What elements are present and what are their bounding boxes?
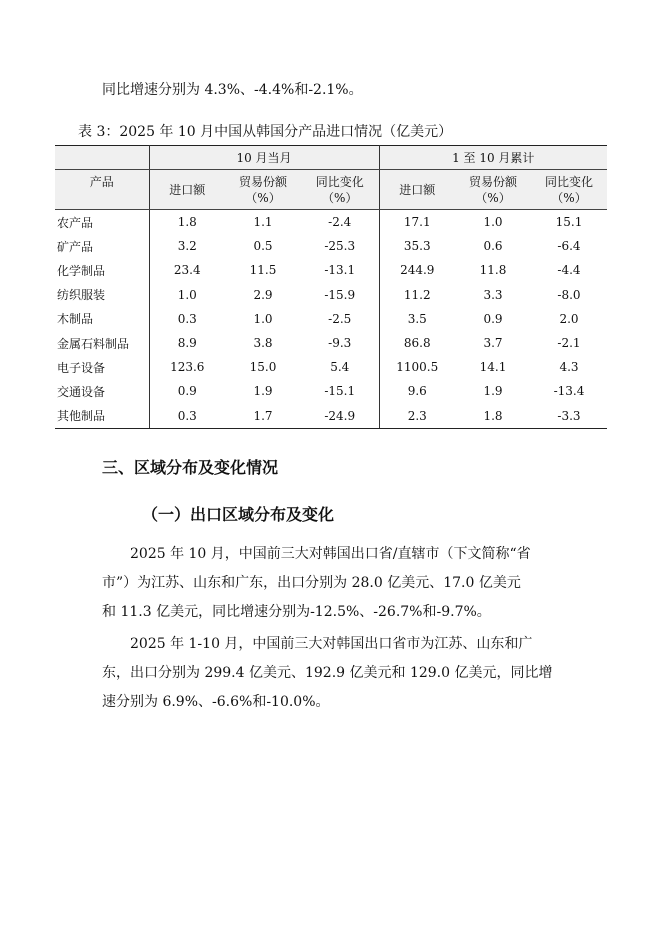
- cell-m-import: 1.8: [177, 215, 197, 230]
- cell-m-share: 1.7: [225, 404, 301, 429]
- cell-m-import: 123.6: [170, 360, 205, 375]
- table-body: [55, 210, 607, 429]
- table-row: [55, 331, 607, 355]
- cell-m-change: -2.5: [301, 307, 379, 331]
- subsection-heading: （一）出口区域分布及变化: [142, 505, 335, 524]
- col-header-c-import: 进口额: [379, 170, 455, 210]
- cell-m-change: -15.9: [301, 283, 379, 307]
- col-header-m-change-l2: （%）: [322, 190, 358, 205]
- section-heading: 三、区域分布及变化情况: [102, 458, 279, 477]
- cell-c-share: 3.3: [483, 287, 503, 302]
- col-header-m-share: [225, 170, 301, 210]
- table-row: [55, 379, 607, 403]
- col-header-m-import: 进口额: [149, 170, 225, 210]
- cell-c-change: -4.4: [557, 263, 581, 278]
- cell-m-change: 5.4: [301, 355, 379, 379]
- col-header-c-share: [455, 170, 531, 210]
- cell-m-share: 11.5: [249, 263, 277, 278]
- cell-c-share: 14.1: [479, 360, 507, 375]
- cell-c-import: 2.3: [379, 404, 455, 429]
- group-header-month: 10 月当月: [149, 146, 379, 170]
- cell-product: 其他制品: [55, 404, 149, 429]
- import-table: [55, 145, 607, 429]
- cell-m-change: -9.3: [301, 331, 379, 355]
- cell-product: 矿产品: [55, 234, 149, 258]
- col-header-m-share-l1: 贸易份额: [238, 174, 287, 189]
- cell-c-share: 1.8: [455, 404, 531, 429]
- col-header-c-share-l2: （%）: [475, 190, 511, 205]
- cell-m-share: 3.8: [253, 336, 273, 351]
- cell-m-import: 23.4: [173, 263, 201, 278]
- cell-product: 化学制品: [55, 258, 149, 282]
- cell-product: 农产品: [55, 210, 149, 235]
- cell-c-change: 2.0: [559, 311, 579, 326]
- cell-c-change: -13.4: [553, 384, 585, 399]
- cell-m-share: 1.9: [253, 384, 273, 399]
- group-header-cumulative: 1 至 10 月累计: [379, 146, 607, 170]
- cell-c-share: 11.8: [479, 263, 507, 278]
- cell-m-change: -2.4: [301, 210, 379, 235]
- para2-line3: 速分别为 6.9%、-6.6%和-10.0%。: [102, 694, 330, 710]
- cell-m-import: 0.3: [177, 311, 197, 326]
- cell-m-change: -13.1: [301, 258, 379, 282]
- cell-m-import: 8.9: [177, 336, 197, 351]
- cell-product: 木制品: [55, 307, 149, 331]
- cell-m-import: 0.9: [177, 384, 197, 399]
- cell-c-share: 1.0: [483, 215, 503, 230]
- cell-m-change: -25.3: [301, 234, 379, 258]
- col-header-c-change-l2: （%）: [551, 190, 587, 205]
- cell-product: 交通设备: [55, 379, 149, 403]
- para2-line2: 东，出口分别为 299.4 亿美元、192.9 亿美元和 129.0 亿美元，同比增: [102, 665, 553, 681]
- table-row: [55, 404, 607, 429]
- col-header-m-change: [301, 170, 379, 210]
- table-row: [55, 210, 607, 235]
- col-header-c-change-l1: 同比变化: [544, 174, 593, 189]
- table-row: [55, 355, 607, 379]
- cell-m-import: 1.0: [177, 287, 197, 302]
- cell-m-import: 3.2: [177, 239, 197, 254]
- col-header-m-change-l1: 同比变化: [315, 174, 364, 189]
- cell-c-import: 86.8: [403, 336, 431, 351]
- cell-c-import: 3.5: [407, 311, 427, 326]
- cell-m-change: -15.1: [301, 379, 379, 403]
- col-header-product: 产品: [55, 170, 149, 210]
- cell-c-change: -3.3: [531, 404, 607, 429]
- table-row: [55, 234, 607, 258]
- para1-line3: 和 11.3 亿美元，同比增速分别为-12.5%、-26.7%和-9.7%。: [102, 604, 491, 620]
- cell-m-import: 0.3: [149, 404, 225, 429]
- col-header-c-share-l1: 贸易份额: [468, 174, 517, 189]
- table-row: [55, 283, 607, 307]
- cell-product: 电子设备: [55, 355, 149, 379]
- cell-m-share: 1.1: [253, 215, 273, 230]
- cell-c-share: 1.9: [483, 384, 503, 399]
- cell-c-change: -2.1: [557, 336, 581, 351]
- cell-c-import: 35.3: [403, 239, 431, 254]
- col-header-m-share-l2: （%）: [245, 190, 281, 205]
- para1-line2: 市”）为江苏、山东和广东，出口分别为 28.0 亿美元、17.0 亿美元: [102, 575, 521, 591]
- cell-m-share: 1.0: [253, 311, 273, 326]
- intro-line: 同比增速分别为 4.3%、-4.4%和-2.1%。: [102, 82, 363, 98]
- cell-product: 纺织服装: [55, 283, 149, 307]
- cell-c-share: 0.6: [483, 239, 503, 254]
- cell-c-change: -6.4: [557, 239, 581, 254]
- table-row: [55, 258, 607, 282]
- cell-c-import: 1100.5: [396, 360, 439, 375]
- cell-m-share: 0.5: [253, 239, 273, 254]
- cell-c-change: 4.3: [559, 360, 579, 375]
- cell-c-import: 9.6: [407, 384, 427, 399]
- cell-m-change: -24.9: [301, 404, 379, 429]
- cell-m-share: 15.0: [249, 360, 277, 375]
- para1-line1: 2025 年 10 月，中国前三大对韩国出口省/直辖市（下文简称“省: [130, 546, 531, 562]
- table-row: [55, 307, 607, 331]
- cell-c-import: 11.2: [403, 287, 431, 302]
- table-caption: 表 3：2025 年 10 月中国从韩国分产品进口情况（亿美元）: [78, 124, 453, 140]
- cell-c-change: 15.1: [555, 215, 583, 230]
- cell-c-import: 244.9: [400, 263, 435, 278]
- cell-c-import: 17.1: [403, 215, 431, 230]
- cell-m-share: 2.9: [253, 287, 273, 302]
- cell-c-share: 0.9: [483, 311, 503, 326]
- cell-c-change: -8.0: [557, 287, 581, 302]
- para2-line1: 2025 年 1-10 月，中国前三大对韩国出口省市为江苏、山东和广: [130, 636, 533, 652]
- header-blank: [55, 146, 149, 170]
- col-header-c-change: [531, 170, 607, 210]
- cell-c-share: 3.7: [483, 336, 503, 351]
- cell-product: 金属石料制品: [55, 331, 149, 355]
